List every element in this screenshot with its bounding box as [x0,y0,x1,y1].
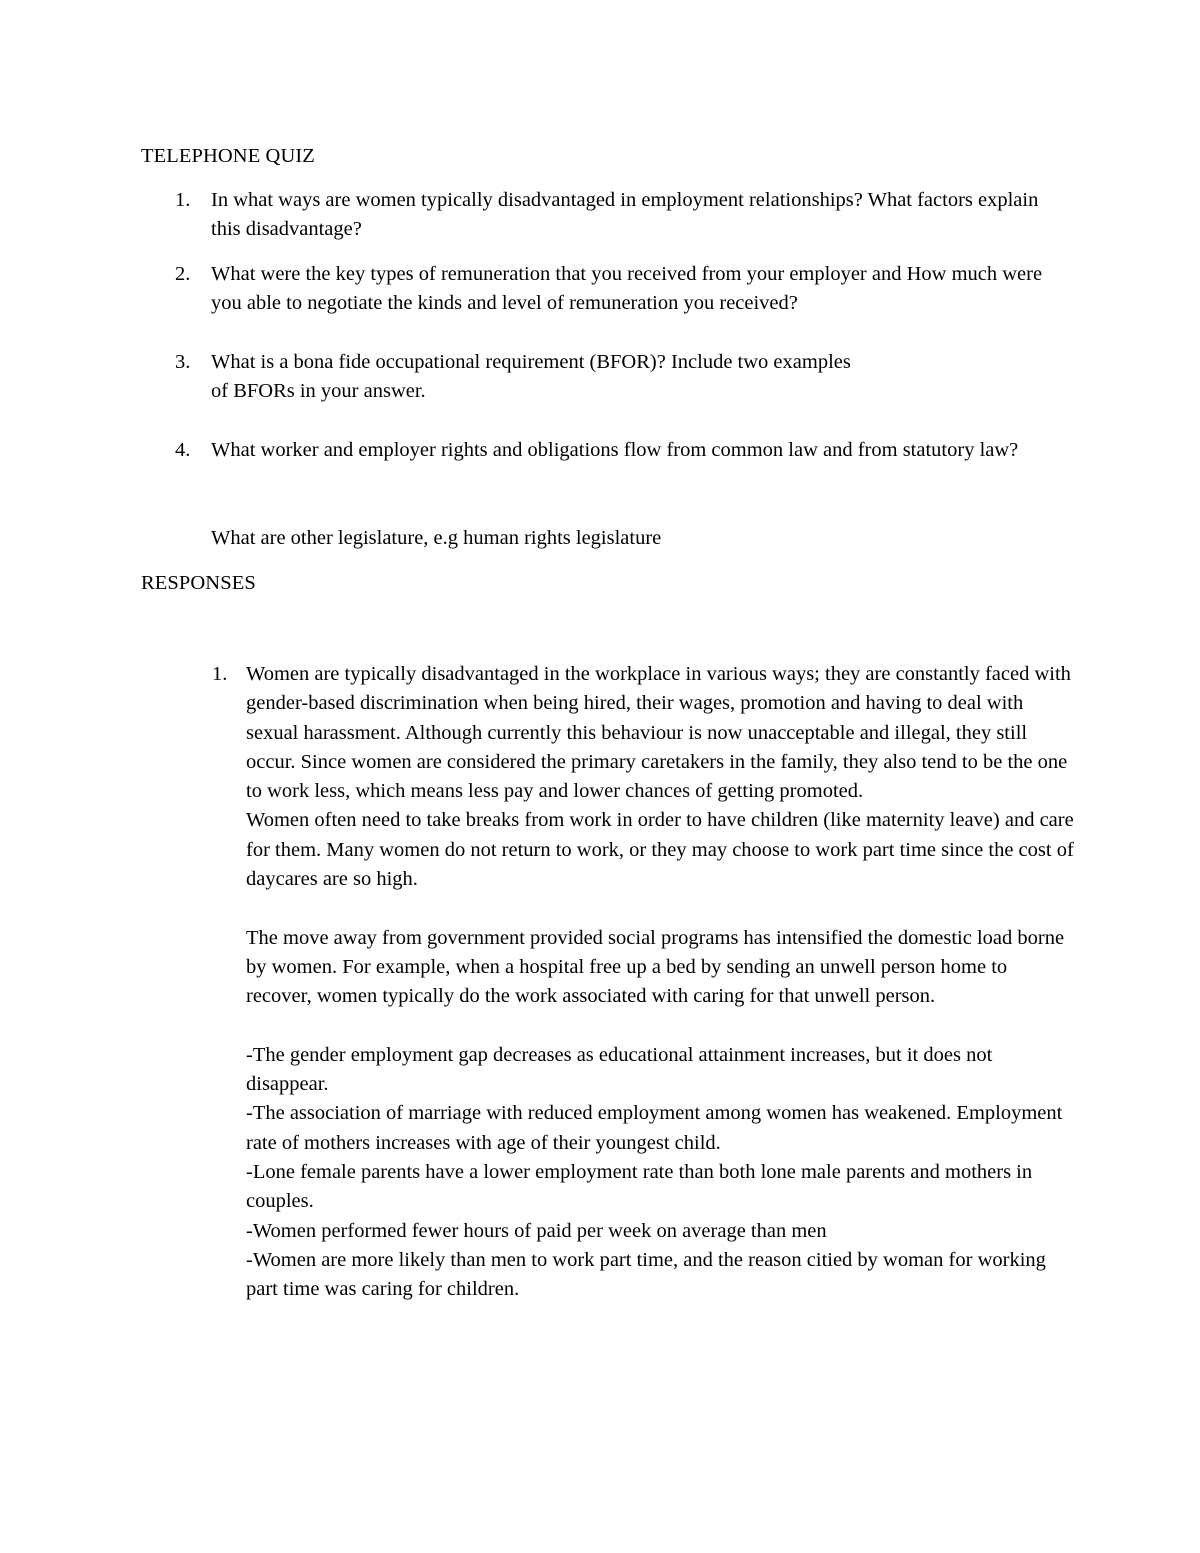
question-number: 1. [175,189,191,211]
response-body [246,660,1076,1305]
response-bullet: -Women are more likely than men to work part time, and the reason citied by woman for working part time was caring for children. [246,1248,1046,1301]
paragraph-gap [246,894,1076,923]
response-bullet: -The gender employment gap decreases as educational attainment increases, but it does not disappear. [246,1043,993,1096]
question-number: 4. [175,439,191,461]
quiz-title: TELEPHONE QUIZ [141,145,315,167]
paragraph-gap [246,1012,1076,1041]
followup-question: What are other legislature, e.g human rights legislature [211,527,662,549]
response-paragraph: The move away from government provided social programs has intensified the domestic load borne by women. For example, when a hospital free up a bed by sending an unwell person home to recover, women typically do the work associated with caring for that unwell person. [246,926,1065,1008]
question-number: 3. [175,351,191,373]
question-text: What were the key types of remuneration that you received from your employer and How much were you able to negotiate the kinds and level of remuneration you received? [211,263,1043,315]
response-paragraph: Women are typically disadvantaged in the workplace in various ways; they are constantly faced with gender-based discrimination when being hired, their wages, promotion and having to deal with sexual harassment. Although currently this behaviour is now unacceptable and illegal, they still occur. Since women are considered the primary caretakers in the family, they also tend to be the one to work less, which means less pay and lower chances of getting promoted. [246,663,1071,803]
response-paragraph: Women often need to take breaks from work in order to have children (like maternity leave) and care for them. Many women do not return to work, or they may choose to work part time since the cost of daycares are so high. [246,809,1074,891]
response-bullet: -The association of marriage with reduced employment among women has weakened. Employment rate of mothers increases with age of their youngest child. [246,1102,1063,1154]
response-bullet: -Women performed fewer hours of paid per week on average than men [246,1219,827,1242]
response-bullet: -Lone female parents have a lower employment rate than both lone male parents and mothers in couples. [246,1161,1033,1213]
question-number: 2. [175,263,191,285]
question-text-line: What is a bona fide occupational requirement (BFOR)? Include two examples [211,351,851,373]
response-number: 1. [212,663,228,685]
question-text [211,348,1071,407]
responses-title: RESPONSES [141,572,256,594]
question-text: What worker and employer rights and obligations flow from common law and from statutory law? [211,439,1019,461]
question-text-line: of BFORs in your answer. [211,380,426,403]
question-text: In what ways are women typically disadvantaged in employment relationships? What factors explain this disadvantage? [211,189,1039,241]
